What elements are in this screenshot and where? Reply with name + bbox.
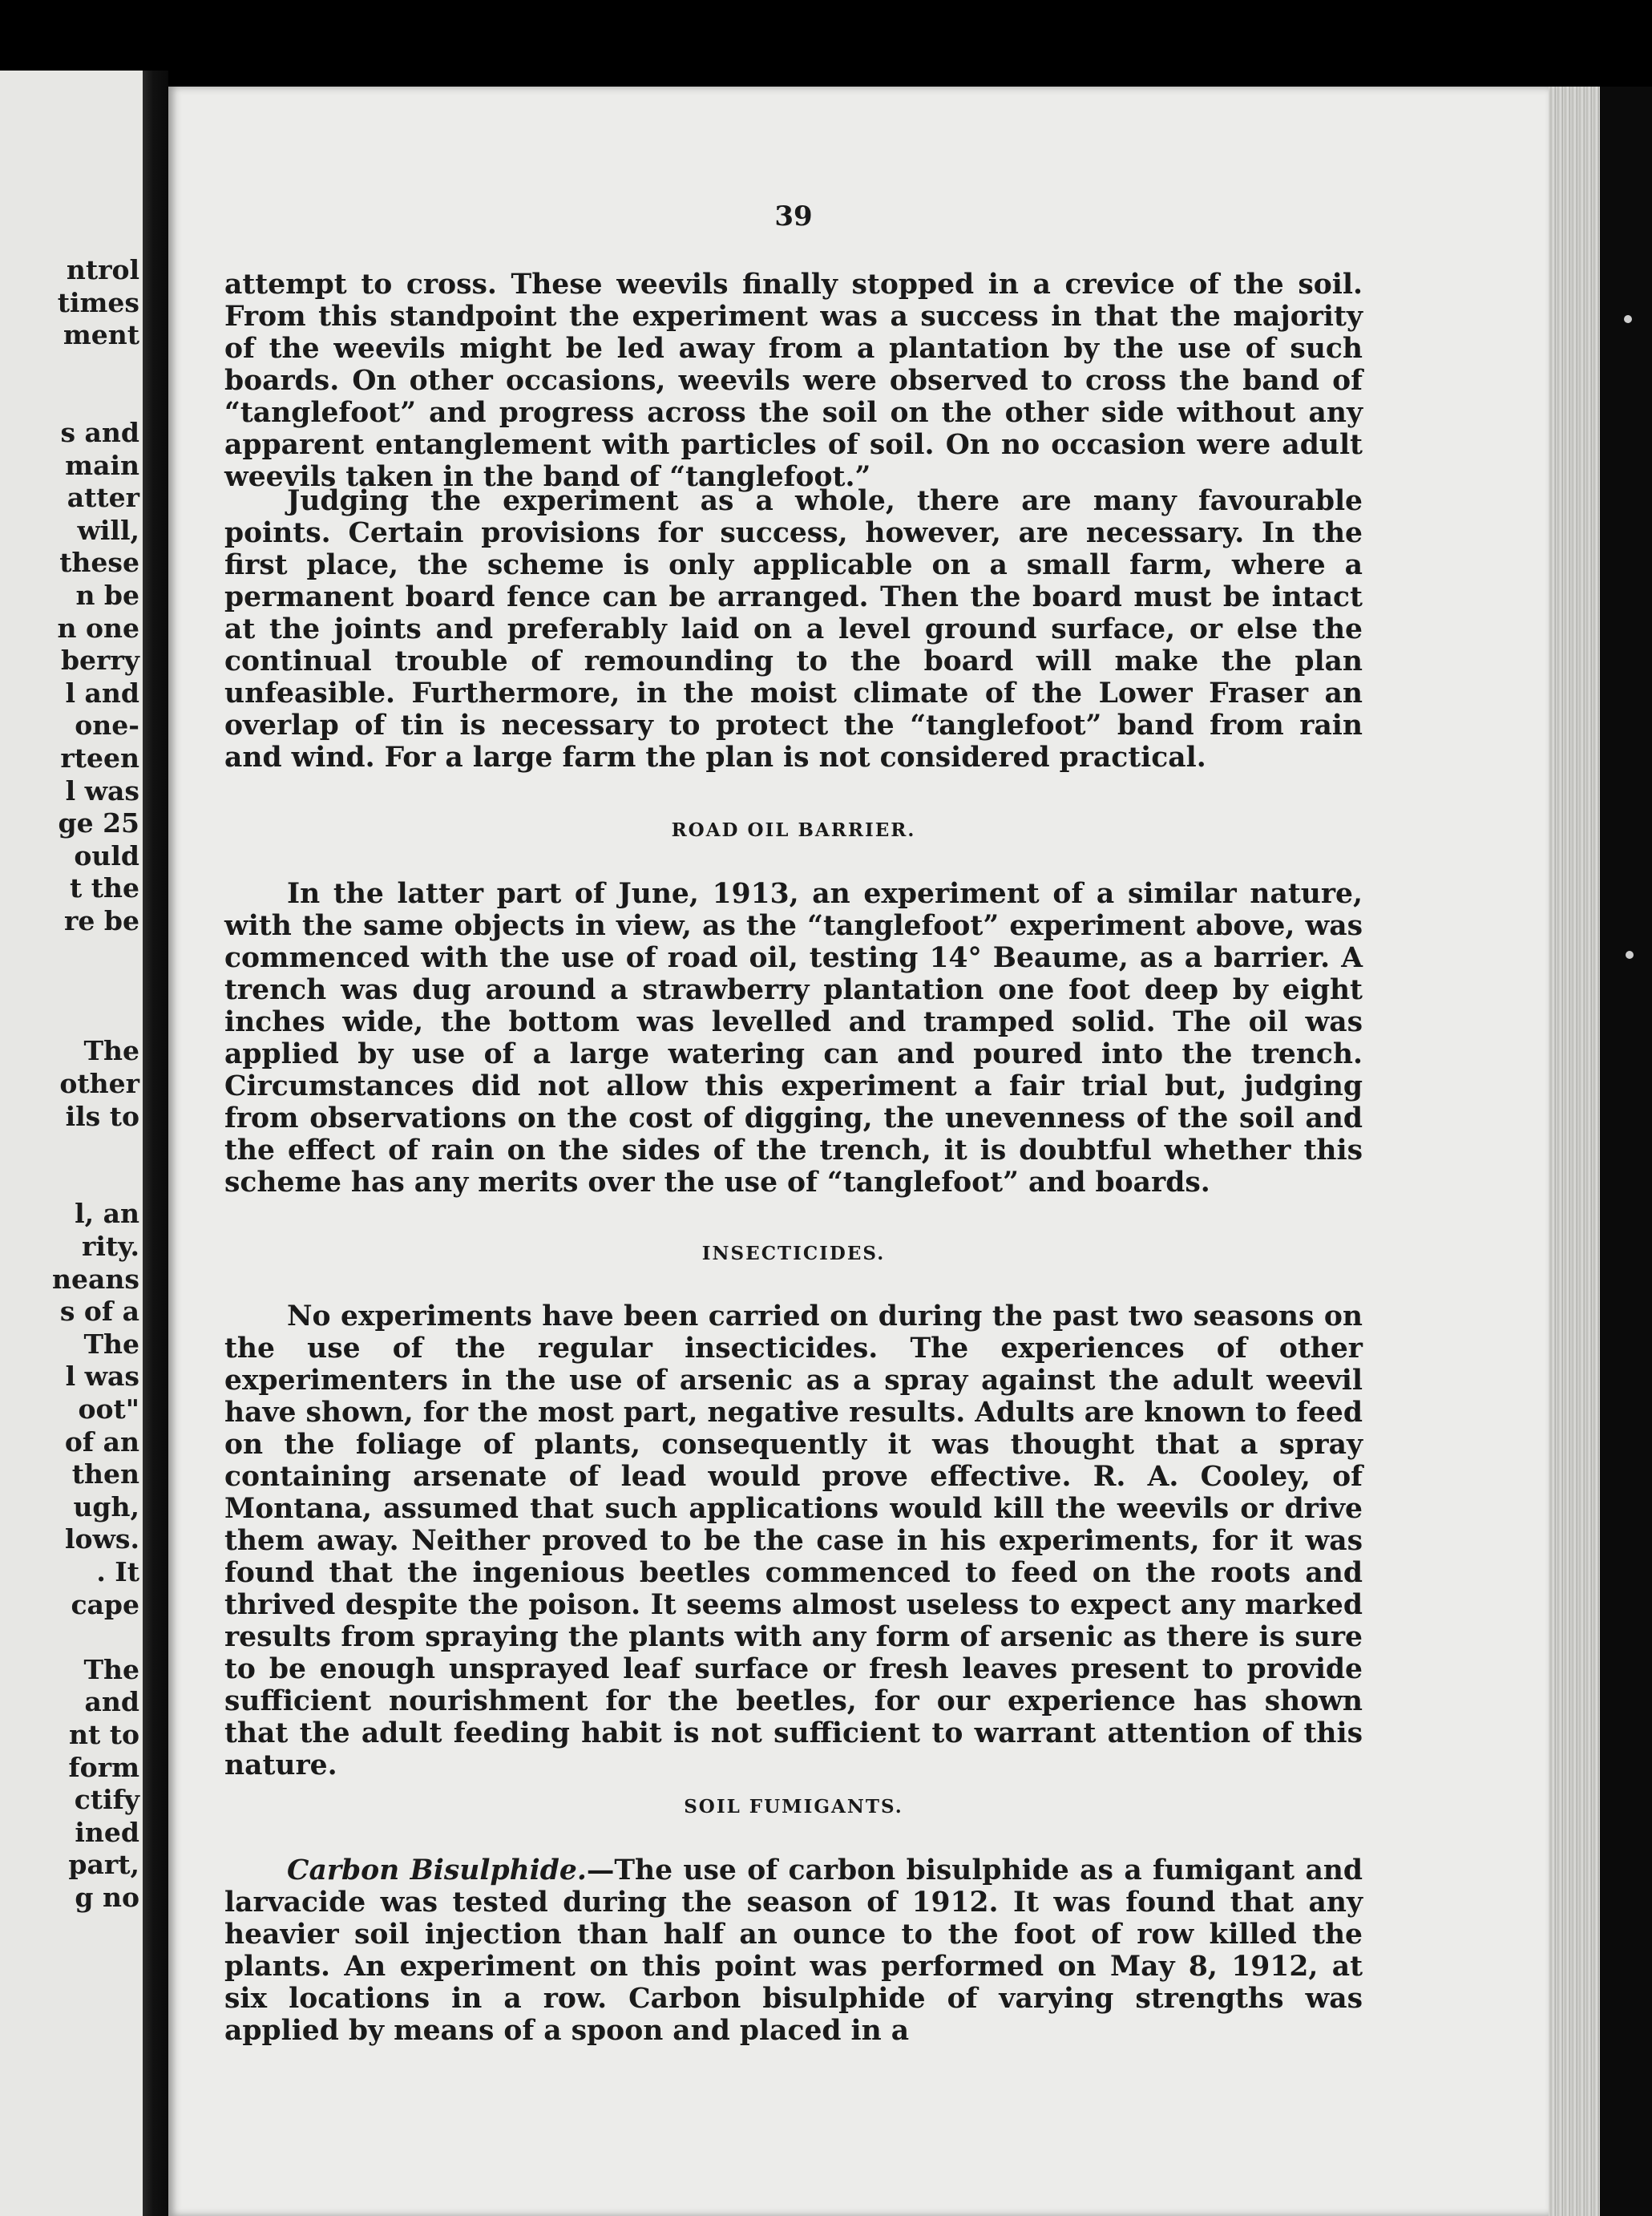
section-heading-soil-fumigants	[224, 1796, 1363, 1818]
section-heading: ROAD OIL BARRIER.	[671, 819, 916, 841]
facing-page-line-fragment: ge 25	[58, 807, 139, 839]
facing-page-line-fragment: re be	[64, 905, 139, 936]
section-heading: SOIL FUMIGANTS.	[684, 1796, 903, 1818]
section-heading: INSECTICIDES.	[701, 1243, 886, 1264]
facing-page-line-fragment: oot"	[78, 1393, 139, 1425]
paragraph-text: In the latter part of June, 1913, an experiment of a similar nature, with the same objects in view, as the “tanglefoot” experiment above, was commenced with the use of road oil, testing 14° Beaume, as a barrier. A trench was dug around a strawberry plantation one foot deep by eight inches wide, the bottom was levelled and tramped solid. The oil was applied by use of a large watering can and poured into the trench. Circumstances did not allow this experiment a fair trial but, judging from observations on the cost of digging, the unevenness of the soil and the effect of rain on the sides of the trench, it is doubtful whether this scheme has any merits over the use of “tanglefoot” and boards.	[224, 878, 1363, 1199]
page-number: 39	[774, 200, 813, 233]
facing-page-line-fragment: then	[71, 1458, 139, 1490]
paragraph-body: —The use of carbon bisulphide as a fumigant and larvacide was tested during the season of 1912. It was found that any heavier soil injection than half an ounce to the foot of row killed the plants. An experiment on this point was performed on May 8, 1912, at six locations in a row. Carbon bisulphide of varying strengths was applied by means of a spoon and placed in a	[224, 1854, 1363, 2047]
paragraph-text: No experiments have been carried on during the past two seasons on the use of the regular insecticides. The experiences of other experimenters in the use of arsenic as a spray against the adult weevil have shown, for the most part, negative results. Adults are known to feed on the foliage of plants, consequently it was thought that a spray containing arsenate of lead would prove effective. R. A. Cooley, of Montana, assumed that such applications would kill the weevils or drive them away. Neither proved to be the case in his experiments, for it was found that the ingenious beetles commenced to feed on the roots and thrived despite the poison. It seems almost useless to expect any marked results from spraying the plants with any form of arsenic as there is sure to be enough unsprayed leaf surface or fresh leaves present to provide sufficient nourishment for the beetles, for our experience has shown that the adult feeding habit is not sufficient to warrant attention of this nature.	[224, 1300, 1363, 1781]
section-heading-insecticides	[224, 1243, 1363, 1264]
facing-page-line-fragment: l, an	[75, 1198, 139, 1230]
facing-page-line-fragment: and	[84, 1686, 139, 1718]
paragraph-carbon-bisulphide	[224, 1854, 1363, 2047]
paragraph-road-oil	[224, 878, 1363, 1199]
facing-page-line-fragment: s and	[60, 417, 139, 448]
page-edge-stack	[1549, 87, 1600, 2216]
facing-page-line-fragment: The	[83, 1328, 139, 1360]
facing-page-line-fragment: atter	[67, 482, 139, 514]
paragraph-text: Judging the experiment as a whole, there are many favourable points. Certain provisions for success, however, are necessary. In the first place, the scheme is only applicable on a small farm, where a permanent board fence can be arranged. Then the board must be intact at the joints and preferably laid on a level ground surface, or else the continual trouble of remounding to the board will make the plan unfeasible. Furthermore, in the moist climate of the Lower Fraser an overlap of tin is necessary to protect the “tanglefoot” band from rain and wind. For a large farm the plan is not considered practical.	[224, 485, 1363, 774]
facing-page-line-fragment: lows.	[64, 1523, 139, 1555]
facing-page-edge	[0, 71, 143, 2216]
facing-page-line-fragment: l was	[65, 1361, 139, 1393]
paragraph-judging	[224, 485, 1363, 774]
paragraph-tanglefoot-result	[224, 269, 1363, 493]
facing-page-line-fragment: other	[59, 1068, 139, 1099]
facing-page-line-fragment: berry	[60, 645, 139, 677]
facing-page-line-fragment: rteen	[60, 742, 139, 774]
facing-page-line-fragment: ined	[75, 1816, 139, 1848]
facing-page-line-fragment: nt to	[69, 1719, 139, 1750]
facing-page-line-fragment: ctify	[74, 1784, 139, 1816]
facing-page-line-fragment: main	[65, 449, 139, 481]
facing-page-line-fragment: ugh,	[73, 1490, 139, 1522]
facing-page-line-fragment: ould	[74, 839, 139, 871]
facing-page-line-fragment: t the	[70, 872, 139, 904]
facing-page-line-fragment: part,	[68, 1849, 139, 1881]
facing-page-line-fragment: ment	[63, 319, 139, 351]
edge-speck	[1624, 315, 1632, 323]
facing-page-line-fragment: s of a	[59, 1296, 139, 1328]
facing-page-line-fragment: . It	[96, 1556, 139, 1587]
facing-page-line-fragment: The	[83, 1653, 139, 1685]
facing-page-line-fragment: of an	[64, 1425, 139, 1458]
facing-page-line-fragment: l was	[65, 774, 139, 807]
book-gutter	[143, 71, 168, 2216]
facing-page-line-fragment: ils to	[65, 1100, 139, 1132]
paragraph-text: attempt to cross. These weevils finally stopped in a crevice of the soil. From this standpoint the experiment was a success in that the majority of the weevils might be led away from a plantation by the use of such boards. On other occasions, weevils were observed to cross the band of “tanglefoot” and progress across the soil on the other side without any apparent entanglement with particles of soil. On no occasion were adult weevils taken in the band of “tanglefoot.”	[224, 269, 1363, 493]
facing-page-line-fragment: g no	[75, 1882, 139, 1913]
facing-page-line-fragment: one-	[75, 710, 139, 742]
facing-page-line-fragment: times	[57, 286, 139, 318]
paragraph-insecticides	[224, 1300, 1363, 1781]
facing-page-line-fragment: neans	[52, 1263, 139, 1295]
paragraph-text	[224, 1854, 1363, 2047]
facing-page-line-fragment: l and	[65, 677, 139, 709]
facing-page-line-fragment: rity.	[81, 1231, 139, 1262]
edge-speck	[1626, 951, 1634, 959]
scan-background	[1600, 87, 1652, 2216]
facing-page-line-fragment: n be	[75, 580, 139, 611]
facing-page-line-fragment: cape	[71, 1588, 139, 1620]
section-heading-road-oil	[224, 819, 1363, 841]
facing-page-line-fragment: n one	[57, 612, 139, 644]
facing-page-line-fragment: these	[59, 547, 139, 579]
run-in-heading: Carbon Bisulphide.	[287, 1854, 587, 1886]
facing-page-line-fragment: ntrol	[66, 254, 139, 285]
facing-page-line-fragment: form	[68, 1751, 139, 1783]
facing-page-line-fragment: will,	[77, 514, 139, 546]
facing-page-line-fragment: The	[83, 1035, 139, 1067]
